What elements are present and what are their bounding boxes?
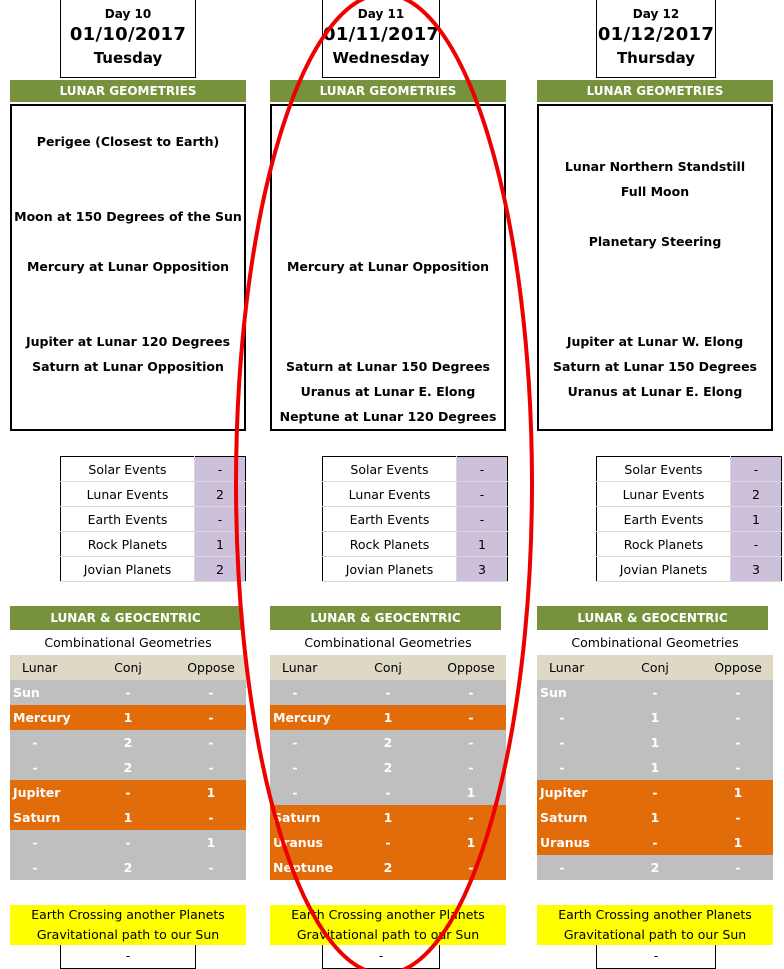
lunar-geometries-box bbox=[537, 104, 773, 431]
event-label: Earth Events bbox=[61, 507, 195, 532]
row-oppose: - bbox=[468, 735, 474, 750]
event-label: Jovian Planets bbox=[61, 557, 195, 582]
event-label: Solar Events bbox=[323, 457, 457, 482]
geometry-table-row bbox=[10, 705, 246, 730]
combinational-geometries-title: Combinational Geometries bbox=[44, 635, 212, 650]
row-conj: - bbox=[652, 835, 658, 850]
event-label: Rock Planets bbox=[61, 532, 195, 557]
event-count: - bbox=[195, 507, 246, 532]
geometry-entry: Jupiter at Lunar W. Elong bbox=[566, 334, 744, 349]
row-lunar: - bbox=[32, 835, 38, 850]
row-conj: 2 bbox=[383, 735, 393, 750]
row-conj: 1 bbox=[383, 810, 393, 825]
day-header-box bbox=[60, 0, 196, 78]
row-conj: - bbox=[385, 785, 391, 800]
row-lunar: - bbox=[292, 760, 298, 775]
row-oppose: 1 bbox=[466, 835, 476, 850]
events-row bbox=[597, 557, 782, 582]
earth-crossing-value: - bbox=[322, 945, 440, 969]
geometry-table-row bbox=[270, 855, 506, 880]
row-conj: 2 bbox=[650, 860, 660, 875]
event-count: 3 bbox=[731, 557, 782, 582]
event-count: - bbox=[195, 457, 246, 482]
geometry-table-row bbox=[537, 680, 773, 705]
lunar-geometries-header: LUNAR GEOMETRIES bbox=[10, 80, 246, 102]
events-row bbox=[323, 457, 508, 482]
row-lunar: Saturn bbox=[540, 810, 588, 825]
column-header: Oppose bbox=[714, 660, 762, 675]
geometry-table-row bbox=[270, 755, 506, 780]
row-lunar: Neptune bbox=[273, 860, 334, 875]
events-row bbox=[597, 532, 782, 557]
column-header: Oppose bbox=[447, 660, 495, 675]
geometry-entry: Saturn at Lunar Opposition bbox=[32, 359, 224, 374]
row-lunar: Saturn bbox=[273, 810, 321, 825]
row-oppose: - bbox=[208, 735, 214, 750]
row-oppose: - bbox=[735, 810, 741, 825]
event-label: Jovian Planets bbox=[323, 557, 457, 582]
row-oppose: - bbox=[735, 685, 741, 700]
event-label: Lunar Events bbox=[323, 482, 457, 507]
events-row bbox=[61, 457, 246, 482]
events-summary-table bbox=[596, 456, 782, 582]
geometry-entry: Perigee (Closest to Earth) bbox=[36, 134, 220, 149]
row-lunar: Mercury bbox=[13, 710, 71, 725]
row-conj: 1 bbox=[383, 710, 393, 725]
geometry-entry: Moon at 150 Degrees of the Sun bbox=[14, 209, 242, 224]
events-row bbox=[61, 557, 246, 582]
event-label: Solar Events bbox=[61, 457, 195, 482]
earth-crossing-note bbox=[270, 905, 506, 945]
row-oppose: - bbox=[208, 760, 214, 775]
geometry-table-row bbox=[10, 855, 246, 880]
row-conj: - bbox=[652, 685, 658, 700]
row-oppose: 1 bbox=[733, 835, 743, 850]
geometry-table-row bbox=[270, 780, 506, 805]
row-conj: - bbox=[125, 835, 131, 850]
row-conj: 1 bbox=[650, 810, 660, 825]
geometry-entry: Planetary Steering bbox=[588, 234, 722, 249]
day-header-box bbox=[322, 0, 440, 78]
lunar-geocentric-header: LUNAR & GEOCENTRIC bbox=[537, 606, 768, 630]
geometry-table-row bbox=[10, 780, 246, 805]
row-conj: 1 bbox=[650, 760, 660, 775]
day-header-box bbox=[596, 0, 716, 78]
events-row bbox=[597, 507, 782, 532]
event-label: Rock Planets bbox=[323, 532, 457, 557]
event-label: Earth Events bbox=[597, 507, 731, 532]
row-oppose: - bbox=[468, 810, 474, 825]
row-oppose: - bbox=[735, 760, 741, 775]
lunar-geometries-box bbox=[270, 104, 506, 431]
row-conj: 1 bbox=[123, 710, 133, 725]
day-date: 01/11/2017 bbox=[323, 24, 440, 45]
lunar-geometries-header: LUNAR GEOMETRIES bbox=[537, 80, 773, 102]
day-weekday: Tuesday bbox=[93, 49, 163, 67]
event-label: Jovian Planets bbox=[597, 557, 731, 582]
geometry-table-row bbox=[10, 805, 246, 830]
row-lunar: Jupiter bbox=[540, 785, 588, 800]
day-date: 01/12/2017 bbox=[597, 24, 715, 45]
row-oppose: 1 bbox=[206, 835, 216, 850]
geometry-table-row bbox=[10, 680, 246, 705]
combinational-geometries-title: Combinational Geometries bbox=[571, 635, 739, 650]
geometry-table-row bbox=[537, 705, 773, 730]
events-row bbox=[323, 557, 508, 582]
row-conj: 2 bbox=[383, 760, 393, 775]
row-oppose: - bbox=[208, 860, 214, 875]
row-conj: 2 bbox=[123, 860, 133, 875]
row-oppose: 1 bbox=[466, 785, 476, 800]
row-oppose: 1 bbox=[733, 785, 743, 800]
geometry-table-row bbox=[270, 805, 506, 830]
row-oppose: - bbox=[208, 710, 214, 725]
row-lunar: - bbox=[32, 760, 38, 775]
geometry-table-header bbox=[10, 655, 246, 680]
day-number: Day 11 bbox=[357, 7, 405, 21]
row-conj: 1 bbox=[650, 710, 660, 725]
geometry-table-row bbox=[10, 830, 246, 855]
row-lunar: - bbox=[292, 785, 298, 800]
column-header: Conj bbox=[374, 660, 402, 675]
row-oppose: 1 bbox=[206, 785, 216, 800]
row-oppose: - bbox=[735, 860, 741, 875]
geometry-table-row bbox=[537, 780, 773, 805]
day-number: Day 10 bbox=[104, 7, 152, 21]
lunar-geocentric-header: LUNAR & GEOCENTRIC bbox=[10, 606, 241, 630]
row-lunar: Jupiter bbox=[13, 785, 61, 800]
events-row bbox=[597, 457, 782, 482]
geometry-entry: Uranus at Lunar E. Elong bbox=[567, 384, 743, 399]
geometry-entry: Uranus at Lunar E. Elong bbox=[300, 384, 476, 399]
geometry-entry: Lunar Northern Standstill bbox=[564, 159, 746, 174]
row-conj: 2 bbox=[123, 735, 133, 750]
geometry-entry: Mercury at Lunar Opposition bbox=[286, 259, 490, 274]
geometry-table-row bbox=[270, 830, 506, 855]
geometry-table-row bbox=[10, 755, 246, 780]
row-lunar: - bbox=[559, 710, 565, 725]
events-row bbox=[323, 532, 508, 557]
earth-crossing-line2: Gravitational path to our Sun bbox=[36, 927, 220, 942]
day-weekday: Thursday bbox=[616, 49, 696, 67]
row-lunar: - bbox=[559, 860, 565, 875]
earth-crossing-line1: Earth Crossing another Planets bbox=[558, 907, 752, 922]
earth-crossing-line1: Earth Crossing another Planets bbox=[291, 907, 485, 922]
event-label: Lunar Events bbox=[61, 482, 195, 507]
row-oppose: - bbox=[468, 685, 474, 700]
column-header: Conj bbox=[641, 660, 669, 675]
row-oppose: - bbox=[208, 810, 214, 825]
geometry-entry: Full Moon bbox=[620, 184, 690, 199]
geometry-table-row bbox=[270, 705, 506, 730]
row-conj: 2 bbox=[123, 760, 133, 775]
geometry-table-row bbox=[537, 855, 773, 880]
row-lunar: - bbox=[559, 760, 565, 775]
event-label: Lunar Events bbox=[597, 482, 731, 507]
event-count: - bbox=[731, 457, 782, 482]
events-row bbox=[61, 532, 246, 557]
event-count: 1 bbox=[457, 532, 508, 557]
event-count: 1 bbox=[195, 532, 246, 557]
events-row bbox=[597, 482, 782, 507]
column-header: Conj bbox=[114, 660, 142, 675]
event-count: - bbox=[457, 457, 508, 482]
geometry-table-row bbox=[537, 830, 773, 855]
geometry-table-row bbox=[537, 805, 773, 830]
column-header: Lunar bbox=[549, 660, 585, 675]
geometry-table-header bbox=[537, 655, 773, 680]
geometry-table-row bbox=[270, 730, 506, 755]
row-oppose: - bbox=[208, 685, 214, 700]
row-lunar: Sun bbox=[540, 685, 567, 700]
event-count: - bbox=[457, 507, 508, 532]
geometry-table-row bbox=[537, 730, 773, 755]
column-header: Lunar bbox=[282, 660, 318, 675]
lunar-geocentric-header: LUNAR & GEOCENTRIC bbox=[270, 606, 501, 630]
geometry-table-row bbox=[270, 680, 506, 705]
event-count: 2 bbox=[195, 557, 246, 582]
row-conj: 2 bbox=[383, 860, 393, 875]
row-oppose: - bbox=[735, 710, 741, 725]
event-label: Earth Events bbox=[323, 507, 457, 532]
geometry-table-row bbox=[537, 755, 773, 780]
day-weekday: Wednesday bbox=[332, 49, 430, 67]
event-count: - bbox=[731, 532, 782, 557]
event-count: 2 bbox=[731, 482, 782, 507]
events-row bbox=[323, 507, 508, 532]
row-oppose: - bbox=[468, 710, 474, 725]
row-lunar: - bbox=[559, 735, 565, 750]
row-conj: - bbox=[385, 685, 391, 700]
row-lunar: Mercury bbox=[273, 710, 331, 725]
event-label: Solar Events bbox=[597, 457, 731, 482]
event-count: 1 bbox=[731, 507, 782, 532]
events-row bbox=[323, 482, 508, 507]
event-count: 2 bbox=[195, 482, 246, 507]
earth-crossing-note bbox=[10, 905, 246, 945]
geometry-entry: Neptune at Lunar 120 Degrees bbox=[279, 409, 497, 424]
events-row bbox=[61, 507, 246, 532]
events-summary-table bbox=[60, 456, 246, 582]
earth-crossing-line1: Earth Crossing another Planets bbox=[31, 907, 225, 922]
lunar-geometries-header: LUNAR GEOMETRIES bbox=[270, 80, 506, 102]
row-oppose: - bbox=[735, 735, 741, 750]
row-conj: - bbox=[125, 685, 131, 700]
earth-crossing-value: - bbox=[596, 945, 716, 969]
geometry-entry: Saturn at Lunar 150 Degrees bbox=[552, 359, 757, 374]
earth-crossing-note bbox=[537, 905, 773, 945]
earth-crossing-line2: Gravitational path to our Sun bbox=[563, 927, 747, 942]
combinational-geometries-title: Combinational Geometries bbox=[304, 635, 472, 650]
row-oppose: - bbox=[468, 860, 474, 875]
event-count: - bbox=[457, 482, 508, 507]
events-summary-table bbox=[322, 456, 508, 582]
row-lunar: Saturn bbox=[13, 810, 61, 825]
row-conj: - bbox=[652, 785, 658, 800]
row-lunar: Uranus bbox=[540, 835, 590, 850]
day-date: 01/10/2017 bbox=[69, 24, 187, 45]
geometry-table-row bbox=[10, 730, 246, 755]
event-count: 3 bbox=[457, 557, 508, 582]
row-conj: - bbox=[385, 835, 391, 850]
event-label: Rock Planets bbox=[597, 532, 731, 557]
geometry-entry: Mercury at Lunar Opposition bbox=[26, 259, 230, 274]
geometry-table-header bbox=[270, 655, 506, 680]
row-conj: 1 bbox=[650, 735, 660, 750]
row-oppose: - bbox=[468, 760, 474, 775]
geometry-entry: Jupiter at Lunar 120 Degrees bbox=[25, 334, 231, 349]
row-lunar: - bbox=[292, 735, 298, 750]
earth-crossing-value: - bbox=[60, 945, 196, 969]
column-header: Lunar bbox=[22, 660, 58, 675]
row-lunar: - bbox=[32, 860, 38, 875]
row-lunar: - bbox=[32, 735, 38, 750]
events-row bbox=[61, 482, 246, 507]
row-lunar: Sun bbox=[13, 685, 40, 700]
row-lunar: Uranus bbox=[273, 835, 323, 850]
row-conj: 1 bbox=[123, 810, 133, 825]
row-lunar: - bbox=[292, 685, 298, 700]
lunar-geometries-box bbox=[10, 104, 246, 431]
earth-crossing-line2: Gravitational path to our Sun bbox=[296, 927, 480, 942]
day-number: Day 12 bbox=[632, 7, 680, 21]
geometry-entry: Saturn at Lunar 150 Degrees bbox=[285, 359, 490, 374]
row-conj: - bbox=[125, 785, 131, 800]
column-header: Oppose bbox=[187, 660, 235, 675]
